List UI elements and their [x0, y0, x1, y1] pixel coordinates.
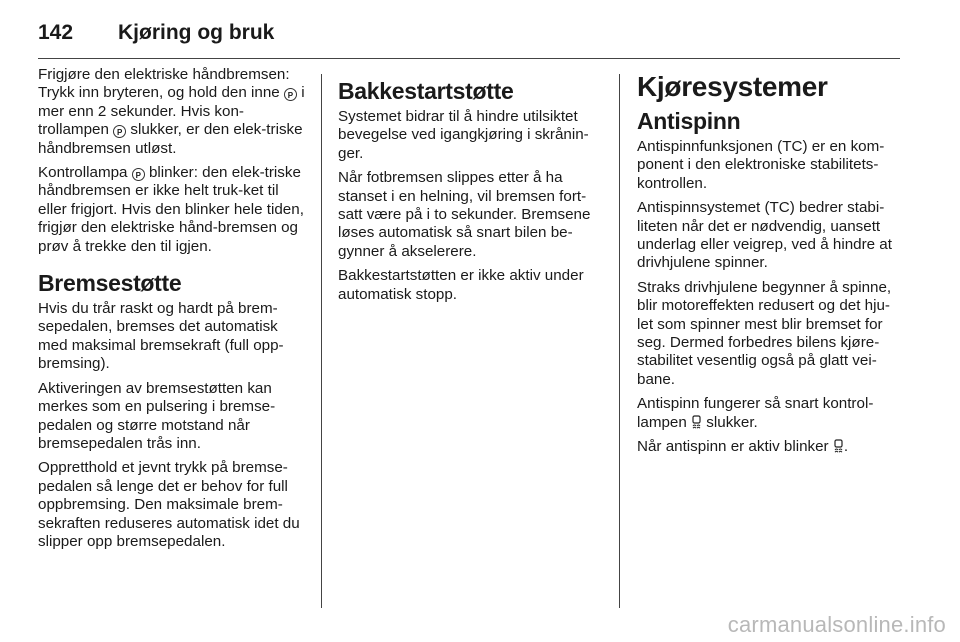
- paragraph-indicator-blinking: [38, 164, 306, 256]
- paragraph-tc-2: Antispinnsystemet (TC) bedrer stabi-liteten når det er nødvendig, uansett underlag eller veigrep, ved å hindre at drivhjulene spinner.: [637, 199, 892, 272]
- parking-brake-icon: P: [113, 125, 126, 138]
- traction-control-icon: [833, 439, 844, 453]
- paragraph-tc-3: Straks drivhjulene begynner å spinne, blir motoreffekten redusert og det hju-let som spinner mest blir bremset for seg. Dermed forbedres bilens kjøre-stabilitet vesentlig også på glatt vei-bane.: [637, 278, 892, 388]
- text-segment: Kontrollampa: [38, 164, 128, 182]
- text-segment: Når antispinn er aktiv blinker: [637, 438, 829, 456]
- text-segment: Frigjøre den elektriske håndbremsen: Trykk inn bryteren, og hold den inne: [38, 66, 290, 102]
- paragraph-brake-assist-2: Aktiveringen av bremsestøtten kan merkes som en pulsering i bremse-pedalen og større motstand når bremsepedalen trås inn.: [38, 379, 276, 452]
- heading-driving-systems: Kjøresystemer: [637, 71, 828, 102]
- parking-brake-icon: P: [284, 88, 297, 101]
- paragraph-tc-1: Antispinnfunksjonen (TC) er en kom-ponent i den elektroniske stabilitets-kontrollen.: [637, 138, 885, 192]
- text-segment: Antispinn fungerer så snart kontrol-lampen: [637, 395, 874, 431]
- column-divider-1: [321, 74, 322, 608]
- paragraph-hill-start-2: Når fotbremsen slippes etter å ha stanset i en helning, vil bremsen fort-satt være på i to sekunder. Bremsene løses automatisk så snart bilen be-gynner å akselerere.: [338, 169, 591, 260]
- heading-traction-control: Antispinn: [637, 108, 741, 134]
- column-3: [637, 66, 905, 463]
- parking-brake-icon: P: [132, 168, 145, 181]
- paragraph-hill-start-1: Systemet bidrar til å hindre utilsiktet bevegelse ved igangkjøring i skrånin-ger.: [338, 108, 589, 162]
- text-segment: slukker.: [706, 413, 758, 431]
- paragraph-brake-assist-1: Hvis du trår raskt og hardt på brem-sepedalen, bremses det automatisk med maksimal bremsekraft (full opp-bremsing).: [38, 300, 284, 373]
- paragraph-brake-assist-3: Oppretthold et jevnt trykk på bremse-pedalen så lenge det er behov for full oppbremsing. Den maksimale brem-sekraften reduseres automatisk idet du slipper opp bremsepedalen.: [38, 459, 300, 550]
- heading-brake-assist: Bremsestøtte: [38, 270, 182, 297]
- paragraph-release-brake: [38, 66, 306, 158]
- column-divider-2: [619, 74, 620, 608]
- page-header: [38, 14, 274, 52]
- traction-control-icon: [691, 415, 702, 429]
- column-1: [38, 66, 306, 557]
- paragraph-hill-start-3: Bakkestartstøtten er ikke aktiv under automatisk stopp.: [338, 267, 584, 303]
- header-divider: [38, 58, 900, 59]
- text-segment: blinker: den elek-triske håndbremsen er ikke helt truk-ket til eller frigjort. Hvis den blinker hele tiden, frigjør den elektriske hånd-bremsen og prøv å trekke den til igjen.: [38, 164, 304, 255]
- column-2: [338, 66, 606, 310]
- paragraph-tc-4: [637, 395, 905, 432]
- watermark: carmanualsonline.info: [727, 612, 946, 637]
- text-segment: .: [843, 438, 849, 456]
- page-number: 142: [38, 21, 74, 44]
- heading-hill-start-assist: Bakkestartstøtte: [338, 78, 514, 104]
- paragraph-tc-5: [637, 438, 905, 456]
- text-segment: slukker, er den elek-triske håndbremsen utløst.: [38, 121, 303, 157]
- text-segment: i mer enn 2 sekunder. Hvis kon-trollampen: [38, 84, 305, 139]
- page-title: Kjøring og bruk: [118, 21, 275, 44]
